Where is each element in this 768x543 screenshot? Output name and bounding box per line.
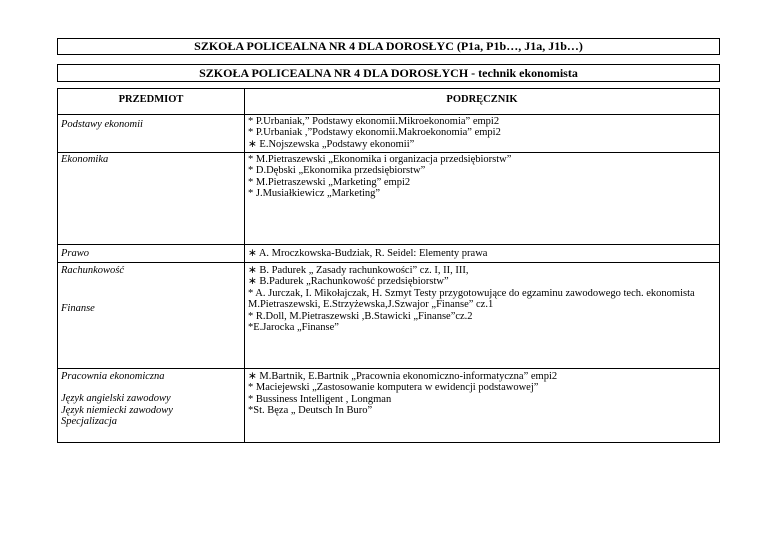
subject-name: Język niemiecki zawodowy bbox=[61, 404, 173, 416]
textbook-entry: * Maciejewski „Zastosowanie komputera w ewidencji podstawowej” bbox=[248, 382, 539, 393]
subject-cell bbox=[58, 262, 245, 368]
textbook-cell bbox=[245, 244, 720, 262]
textbook-entry: * P.Urbaniak,” Podstawy ekonomii.Mikroekonomia” empi2 bbox=[248, 115, 500, 127]
textbook-cell bbox=[245, 152, 720, 244]
subject-cell bbox=[58, 114, 245, 152]
textbook-entry: * J.Musiałkiewicz „Marketing” bbox=[248, 188, 381, 199]
subject-name: Finanse bbox=[61, 303, 95, 314]
subject-cell bbox=[58, 368, 245, 442]
textbook-table bbox=[57, 88, 720, 443]
textbook-entry: * P.Urbaniak ,”Podstawy ekonomii.Makroekonomia” empi2 bbox=[248, 127, 501, 138]
program-header: SZKOŁA POLICEALNA NR 4 DLA DOROSŁYCH - technik ekonomista bbox=[57, 64, 720, 82]
textbook-entry: * D.Dębski „Ekonomika przedsiębiorstw” bbox=[248, 165, 426, 176]
subject-cell bbox=[58, 152, 245, 244]
subject-name: Specjalizacja bbox=[61, 416, 117, 427]
textbook-entry: * M.Pietraszewski „Marketing” empi2 bbox=[248, 176, 411, 188]
subject-name: Pracownia ekonomiczna bbox=[61, 370, 165, 382]
textbook-entry: ∗ B.Padurek „Rachunkowość przedsiębiorstw” bbox=[248, 276, 449, 287]
school-header: SZKOŁA POLICEALNA NR 4 DLA DOROSŁYC (P1a, P1b…, J1a, J1b…) bbox=[57, 38, 720, 55]
textbook-entry: * R.Doll, M.Pietraszewski ,B.Stawicki „Finanse”cz.2 bbox=[248, 310, 473, 322]
subject-name: Rachunkowość bbox=[61, 264, 124, 276]
subject-name: Język angielski zawodowy bbox=[61, 393, 171, 404]
textbook-cell bbox=[245, 262, 720, 368]
textbook-entry: *E.Jarocka „Finanse” bbox=[248, 322, 339, 333]
table-row bbox=[58, 262, 720, 368]
textbook-entry: * M.Pietraszewski „Ekonomika i organizacja przedsiębiorstw” bbox=[248, 153, 512, 165]
textbook-column-header: PODRĘCZNIK bbox=[245, 89, 720, 115]
textbook-entry: M.Pietraszewski, E.Strzyżewska,J.Szwajor „Finanse” cz.1 bbox=[248, 299, 494, 310]
subject-name: Ekonomika bbox=[61, 153, 109, 165]
textbook-entry: ∗ M.Bartnik, E.Bartnik „Pracownia ekonomiczno-informatyczna” empi2 bbox=[248, 370, 558, 382]
table-header-row bbox=[58, 89, 720, 115]
subject-column-header: PRZEDMIOT bbox=[58, 89, 245, 115]
subject-name: Podstawy ekonomii bbox=[61, 118, 143, 130]
textbook-entry: ∗ E.Nojszewska „Podstawy ekonomii” bbox=[248, 138, 415, 150]
table-row bbox=[58, 152, 720, 244]
subject-cell bbox=[58, 244, 245, 262]
table-row bbox=[58, 244, 720, 262]
textbook-cell bbox=[245, 368, 720, 442]
textbook-entry: * Bussiness Intelligent , Longman bbox=[248, 393, 392, 405]
table-row bbox=[58, 114, 720, 152]
textbook-cell bbox=[245, 114, 720, 152]
textbook-entry: ∗ B. Padurek „ Zasady rachunkowości” cz. I, II, III, bbox=[248, 264, 469, 276]
textbook-entry: ∗ A. Mroczkowska-Budziak, R. Seidel: Elementy prawa bbox=[248, 247, 488, 259]
textbook-entry: *St. Bęza „ Deutsch In Buro” bbox=[248, 405, 373, 416]
subject-name: Prawo bbox=[61, 247, 90, 259]
textbook-entry: * A. Jurczak, I. Mikołajczak, H. Szmyt Testy przygotowujące do egzaminu zawodowego tech. ekonomista bbox=[248, 287, 695, 299]
table-row bbox=[58, 368, 720, 442]
